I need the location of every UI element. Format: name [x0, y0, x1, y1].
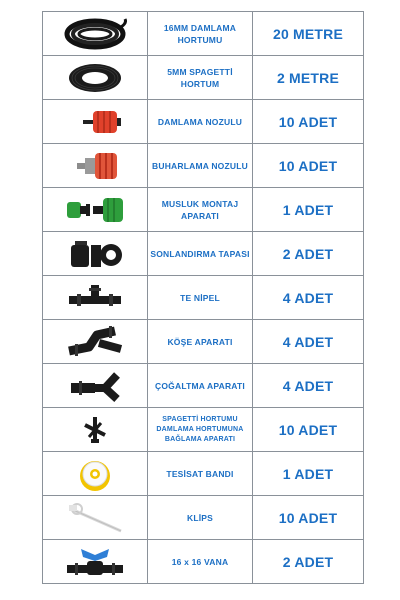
- tee-fitting-icon: [63, 279, 127, 317]
- part-image-cell: [43, 540, 148, 584]
- splitter-fitting-icon: [63, 367, 127, 405]
- part-name: TE NİPEL: [148, 276, 253, 320]
- elbow-fitting-icon: [63, 323, 127, 361]
- part-quantity: 1 ADET: [253, 188, 364, 232]
- cable-tie-icon: [63, 499, 127, 537]
- part-quantity: 10 ADET: [253, 144, 364, 188]
- part-name: 5MM SPAGETTİ HORTUM: [148, 56, 253, 100]
- teflon-tape-icon: [63, 455, 127, 493]
- part-name: ÇOĞALTMA APARATI: [148, 364, 253, 408]
- part-image-cell: [43, 232, 148, 276]
- part-name: SPAGETTİ HORTUMU DAMLAMA HORTUMUNA BAĞLAMA APARATI: [148, 408, 253, 452]
- table-row: [43, 320, 364, 364]
- table-row: [43, 12, 364, 56]
- table-row: [43, 100, 364, 144]
- part-quantity: 20 METRE: [253, 12, 364, 56]
- part-name: BUHARLAMA NOZULU: [148, 144, 253, 188]
- part-name: DAMLAMA NOZULU: [148, 100, 253, 144]
- barb-connector-icon: [63, 411, 127, 449]
- part-quantity: 4 ADET: [253, 276, 364, 320]
- part-image-cell: [43, 364, 148, 408]
- coiled-drip-hose-icon: [63, 15, 127, 53]
- part-quantity: 1 ADET: [253, 452, 364, 496]
- part-quantity: 10 ADET: [253, 100, 364, 144]
- part-image-cell: [43, 276, 148, 320]
- table-row: [43, 452, 364, 496]
- part-name: KÖŞE APARATI: [148, 320, 253, 364]
- table-row: [43, 144, 364, 188]
- part-name: SONLANDIRMA TAPASI: [148, 232, 253, 276]
- part-quantity: 2 ADET: [253, 232, 364, 276]
- end-cap-icon: [63, 235, 127, 273]
- part-name: 16MM DAMLAMA HORTUMU: [148, 12, 253, 56]
- part-quantity: 10 ADET: [253, 408, 364, 452]
- coiled-spaghetti-hose-icon: [63, 59, 127, 97]
- part-image-cell: [43, 408, 148, 452]
- table-row: [43, 540, 364, 584]
- part-name: MUSLUK MONTAJ APARATI: [148, 188, 253, 232]
- table-row: [43, 188, 364, 232]
- faucet-adapter-icon: [63, 191, 127, 229]
- drip-nozzle-icon: [63, 103, 127, 141]
- table-row: [43, 364, 364, 408]
- part-quantity: 10 ADET: [253, 496, 364, 540]
- part-quantity: 4 ADET: [253, 364, 364, 408]
- part-image-cell: [43, 100, 148, 144]
- part-image-cell: [43, 452, 148, 496]
- part-image-cell: [43, 12, 148, 56]
- part-quantity: 2 METRE: [253, 56, 364, 100]
- part-name: KLİPS: [148, 496, 253, 540]
- table-row: [43, 408, 364, 452]
- part-image-cell: [43, 188, 148, 232]
- part-name: TESİSAT BANDI: [148, 452, 253, 496]
- part-name: 16 x 16 VANA: [148, 540, 253, 584]
- part-image-cell: [43, 56, 148, 100]
- mist-nozzle-icon: [63, 147, 127, 185]
- part-image-cell: [43, 320, 148, 364]
- part-quantity: 4 ADET: [253, 320, 364, 364]
- table-row: [43, 276, 364, 320]
- table-row: [43, 232, 364, 276]
- part-image-cell: [43, 144, 148, 188]
- part-image-cell: [43, 496, 148, 540]
- part-quantity: 2 ADET: [253, 540, 364, 584]
- table-row: [43, 56, 364, 100]
- inline-valve-icon: [63, 543, 127, 581]
- parts-table: [42, 11, 364, 584]
- table-row: [43, 496, 364, 540]
